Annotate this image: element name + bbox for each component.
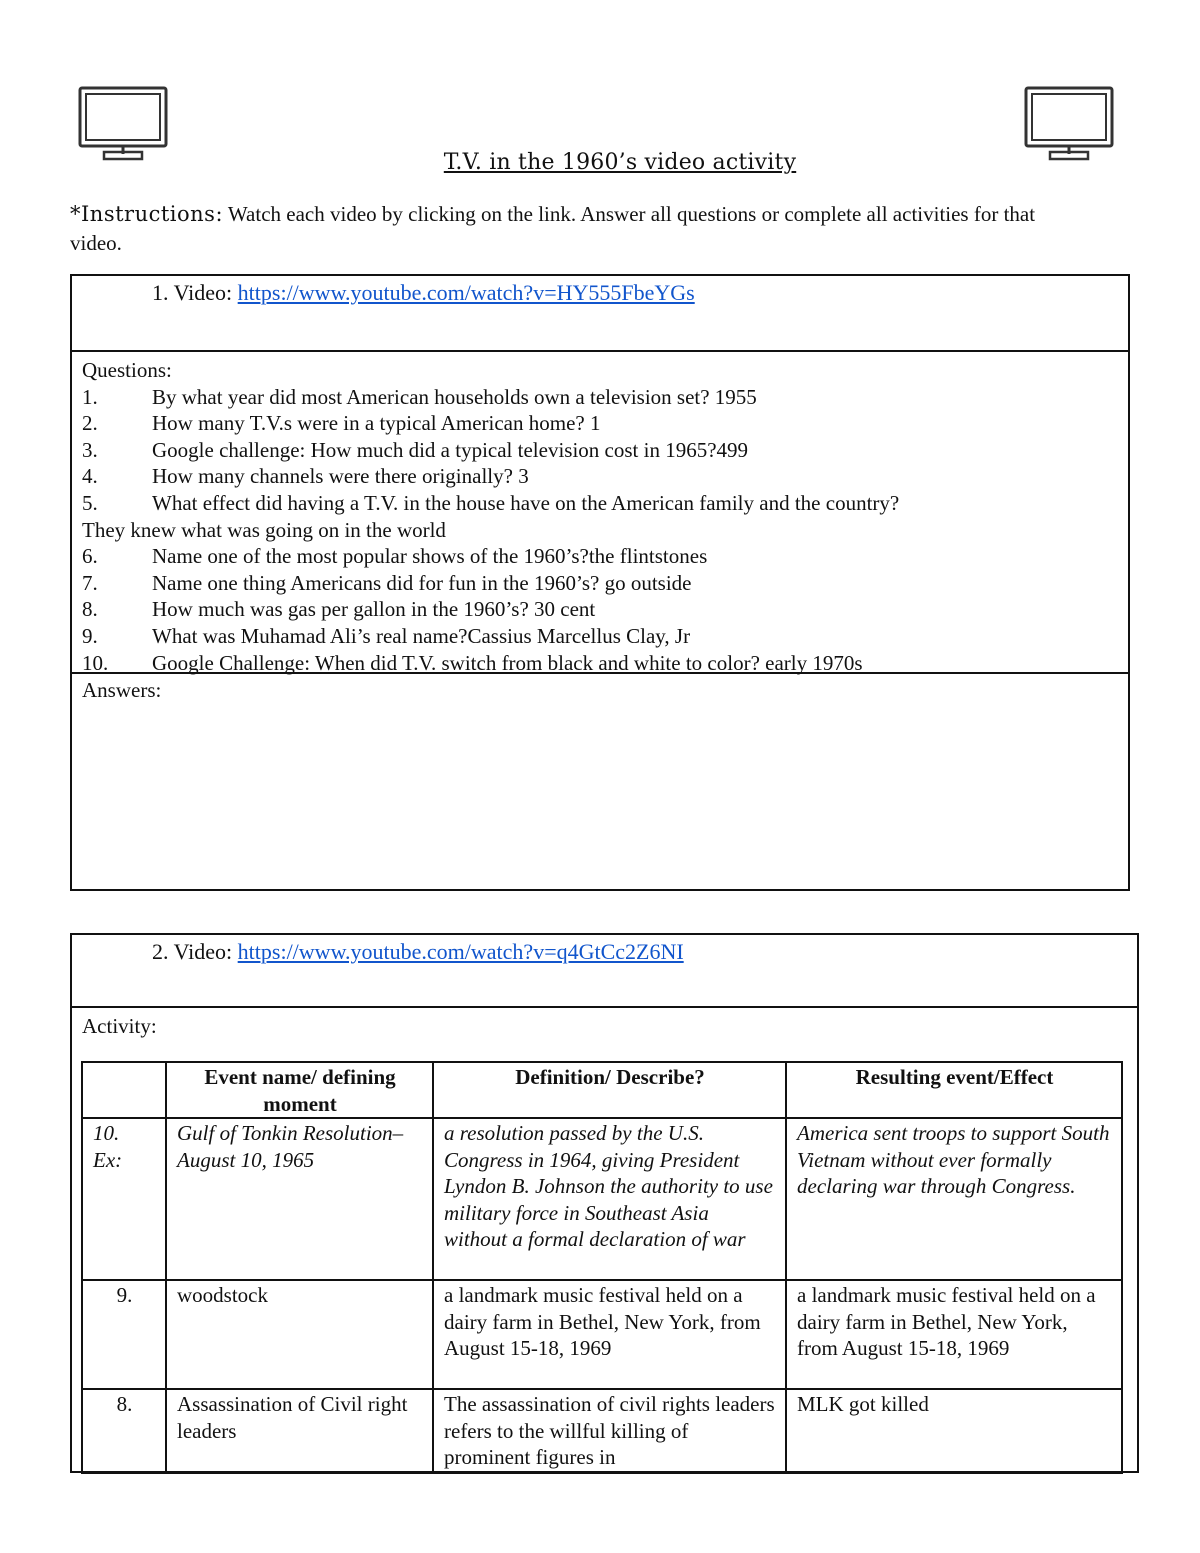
row-event: Gulf of Tonkin Resolution– August 10, 1965 xyxy=(166,1118,433,1280)
activity-label: Activity: xyxy=(82,1014,157,1038)
question-item xyxy=(82,543,1122,570)
video-1-label: 1. Video: xyxy=(152,280,238,305)
question-text: By what year did most American households own a television set? 1955 xyxy=(152,384,757,409)
question-number: 8. xyxy=(82,597,98,622)
question-number: 5. xyxy=(82,490,98,515)
divider xyxy=(72,350,1128,352)
instructions-lead: *Instructions: xyxy=(70,202,224,226)
question-text: Google challenge: How much did a typical television cost in 1965?499 xyxy=(152,437,749,462)
events-table xyxy=(81,1061,1123,1474)
question-text: What effect did having a T.V. in the house have on the American family and the country? xyxy=(152,490,900,515)
question-text: Name one of the most popular shows of the 1960’s?the flintstones xyxy=(152,544,708,569)
question-text: How many channels were there originally? 3 xyxy=(152,464,529,489)
table-header-row xyxy=(82,1062,1122,1118)
video-2-section xyxy=(70,933,1139,1473)
table-row xyxy=(82,1118,1122,1280)
header-definition: Definition/ Describe? xyxy=(433,1062,786,1118)
question-number: 7. xyxy=(82,570,98,595)
divider xyxy=(72,1006,1137,1008)
question-item xyxy=(82,437,1122,464)
question-number: 6. xyxy=(82,544,98,569)
video-2-line xyxy=(152,939,684,965)
question-number: 3. xyxy=(82,437,98,462)
table-row xyxy=(82,1389,1122,1473)
question-text: How much was gas per gallon in the 1960’s? 30 cent xyxy=(152,597,596,622)
video-1-section xyxy=(70,274,1130,891)
questions-list xyxy=(82,384,1122,677)
video-2-label: 2. Video: xyxy=(152,939,238,964)
question-item xyxy=(82,623,1122,650)
row-effect: a landmark music festival held on a dairy farm in Bethel, New York, from August 15-18, 1969 xyxy=(786,1280,1122,1389)
video-1-link[interactable]: https://www.youtube.com/watch?v=HY555FbeYGs xyxy=(237,280,695,305)
instructions xyxy=(70,200,1070,258)
row-effect: MLK got killed xyxy=(786,1389,1122,1473)
video-2-link[interactable]: https://www.youtube.com/watch?v=q4GtCc2Z6NI xyxy=(237,939,684,964)
row-number: 10. Ex: xyxy=(82,1118,166,1280)
questions-label: Questions: xyxy=(82,358,172,382)
header-effect: Resulting event/Effect xyxy=(786,1062,1122,1118)
row-event: woodstock xyxy=(166,1280,433,1389)
question-item xyxy=(82,570,1122,597)
question-text: Google Challenge: When did T.V. switch from black and white to color? early 1970s xyxy=(152,650,863,675)
question-text: How many T.V.s were in a typical American home? 1 xyxy=(152,411,601,436)
answers-label: Answers: xyxy=(82,678,162,702)
question-number: 9. xyxy=(82,623,98,648)
row-effect: America sent troops to support South Vietnam without ever formally declaring war through Congress. xyxy=(786,1118,1122,1280)
question-number: 4. xyxy=(82,464,98,489)
instructions-text: Watch each video by clicking on the link. Answer all questions or complete all activities for that video. xyxy=(70,202,1036,255)
question-item xyxy=(82,384,1122,411)
question-number: 10. xyxy=(82,650,109,675)
question-item xyxy=(82,490,1122,517)
question-answer-continuation: They knew what was going on in the world xyxy=(82,517,446,542)
question-number: 1. xyxy=(82,384,98,409)
header-event-name: Event name/ defining moment xyxy=(166,1062,433,1118)
question-number: 2. xyxy=(82,411,98,436)
row-number: 8. xyxy=(82,1389,166,1473)
question-item xyxy=(82,596,1122,623)
row-event: Assassination of Civil right leaders xyxy=(166,1389,433,1473)
row-definition: a resolution passed by the U.S. Congress in 1964, giving President Lyndon B. Johnson the authority to use military force in Southeast Asia without a formal declaration of war xyxy=(433,1118,786,1280)
divider xyxy=(72,672,1128,674)
page-title: T.V. in the 1960’s video activity xyxy=(443,150,797,175)
question-text: What was Muhamad Ali’s real name?Cassius Marcellus Clay, Jr xyxy=(152,623,691,648)
row-definition: The assassination of civil rights leaders refers to the willful killing of prominent figures in xyxy=(433,1389,786,1473)
row-definition: a landmark music festival held on a dairy farm in Bethel, New York, from August 15-18, 1969 xyxy=(433,1280,786,1389)
question-text: Name one thing Americans did for fun in the 1960’s? go outside xyxy=(152,570,692,595)
question-item xyxy=(82,410,1122,437)
questions-block xyxy=(82,357,1122,676)
header-number xyxy=(82,1062,166,1118)
table-row xyxy=(82,1280,1122,1389)
video-1-line xyxy=(152,280,695,306)
question-item xyxy=(82,463,1122,490)
row-number: 9. xyxy=(82,1280,166,1389)
